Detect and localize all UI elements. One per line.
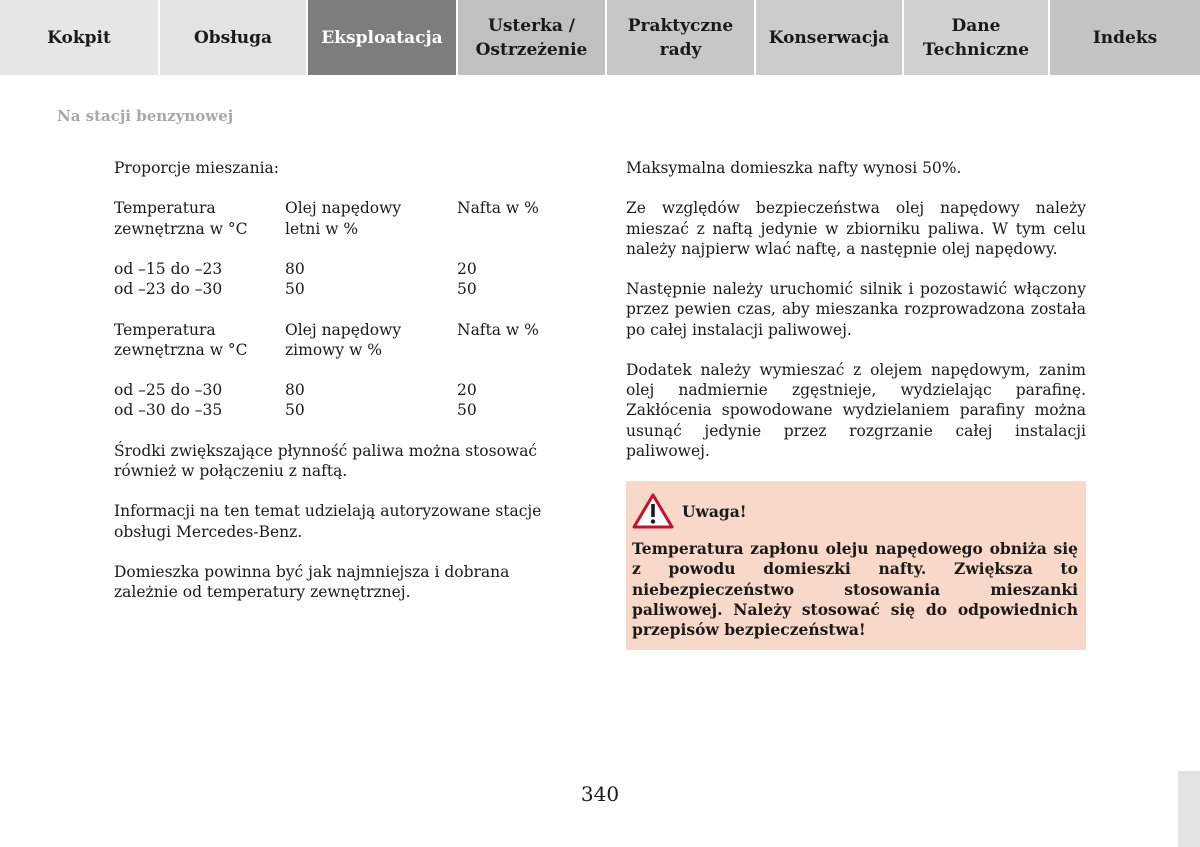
- tab-obsluga[interactable]: [160, 0, 308, 75]
- table-cell: od –25 do –30: [114, 381, 223, 400]
- tab-konserwacja[interactable]: [756, 0, 904, 75]
- paragraph: Informacji na ten temat udzielają autoryzowane stacje obsługi Mercedes-Benz.: [114, 502, 542, 541]
- tab-label: Praktyczne rady: [627, 15, 734, 60]
- header-kerosene: Nafta w %: [457, 199, 539, 218]
- summer-table-header: [114, 198, 576, 238]
- table-cell: 50: [285, 280, 305, 299]
- warning-header: [632, 493, 1078, 529]
- paragraph: Dodatek należy wymieszać z olejem napędowym, zanim olej nadmiernie zgęstnieje, wydzielając parafinę. Zakłócenia spowodowane wydzielaniem parafiny można usunąć jedynie przez rozgrzanie całej instalacji paliwowej.: [626, 360, 1086, 460]
- table-cell: 20: [457, 259, 477, 278]
- table-cell: 80: [285, 381, 305, 400]
- table-cell: od –30 do –35: [114, 401, 223, 420]
- table-cell: od –15 do –23: [114, 259, 223, 278]
- tab-eksploatacja[interactable]: [308, 0, 458, 75]
- summer-table-rows: [114, 259, 576, 299]
- table-cell: 80: [285, 259, 305, 278]
- page-edge-marker: [1178, 771, 1200, 847]
- table-cell: 50: [285, 401, 305, 420]
- tab-usterka-ostrzezenie[interactable]: [458, 0, 607, 75]
- table-cell: 50: [457, 280, 477, 299]
- tab-kokpit[interactable]: [0, 0, 160, 75]
- table-cell: od –23 do –30: [114, 280, 223, 299]
- paragraph: Domieszka powinna być jak najmniejsza i dobrana zależnie od temperatury zewnętrznej.: [114, 562, 510, 602]
- tab-label: Kokpit: [47, 27, 111, 48]
- tab-dane-techniczne[interactable]: [904, 0, 1050, 75]
- paragraph: Następnie należy uruchomić silnik i pozostawić włączony przez pewien czas, aby mieszanka rozprowadzona została po całej instalacji paliwowej.: [626, 280, 1086, 339]
- header-diesel: Olej napędowy zimowy w %: [285, 320, 402, 359]
- chapter-tabs: [0, 0, 1200, 75]
- paragraph: Maksymalna domieszka nafty wynosi 50%.: [626, 159, 962, 177]
- section-title: Na stacji benzynowej: [57, 107, 234, 125]
- header-temperature: Temperatura zewnętrzna w °C: [114, 320, 248, 359]
- paragraph: Ze względów bezpieczeństwa olej napędowy należy mieszać z naftą jedynie w zbiorniku paliwa. W tym celu należy najpierw wlać naftę, a następnie olej napędowy.: [626, 199, 1086, 258]
- tab-indeks[interactable]: [1050, 0, 1200, 75]
- header-temperature: Temperatura zewnętrzna w °C: [114, 199, 248, 238]
- tab-label: Indeks: [1092, 27, 1158, 48]
- tab-label: Dane Techniczne: [922, 15, 1030, 60]
- warning-box: [626, 481, 1086, 650]
- tab-label: Usterka / Ostrzeżenie: [475, 15, 588, 60]
- warning-title: Uwaga!: [682, 501, 747, 521]
- tab-label: Konserwacja: [768, 27, 890, 48]
- table-cell: 20: [457, 381, 477, 400]
- header-diesel: Olej napędowy letni w %: [285, 199, 402, 238]
- tab-praktyczne-rady[interactable]: [607, 0, 756, 75]
- warning-text: Temperatura zapłonu oleju napędowego obniża się z powodu domieszki nafty. Zwiększa to niebezpieczeństwo stosowania mieszanki paliwowej. Należy stosować się do odpowiednich przepisów bezpieczeństwa!: [632, 539, 1078, 639]
- paragraph: Środki zwiększające płynność paliwa można stosować również w połączeniu z naftą.: [114, 441, 538, 480]
- right-column: [626, 158, 1086, 650]
- tab-label: Eksploatacja: [321, 27, 443, 48]
- left-column: [114, 158, 576, 623]
- tab-label: Obsługa: [193, 27, 273, 48]
- table-cell: 50: [457, 401, 477, 420]
- winter-table-rows: [114, 380, 576, 420]
- page-number: 340: [580, 782, 620, 806]
- header-kerosene: Nafta w %: [457, 320, 539, 339]
- mixing-intro: Proporcje mieszania:: [114, 159, 280, 177]
- warning-triangle-icon: [632, 493, 674, 529]
- winter-table-header: [114, 320, 576, 360]
